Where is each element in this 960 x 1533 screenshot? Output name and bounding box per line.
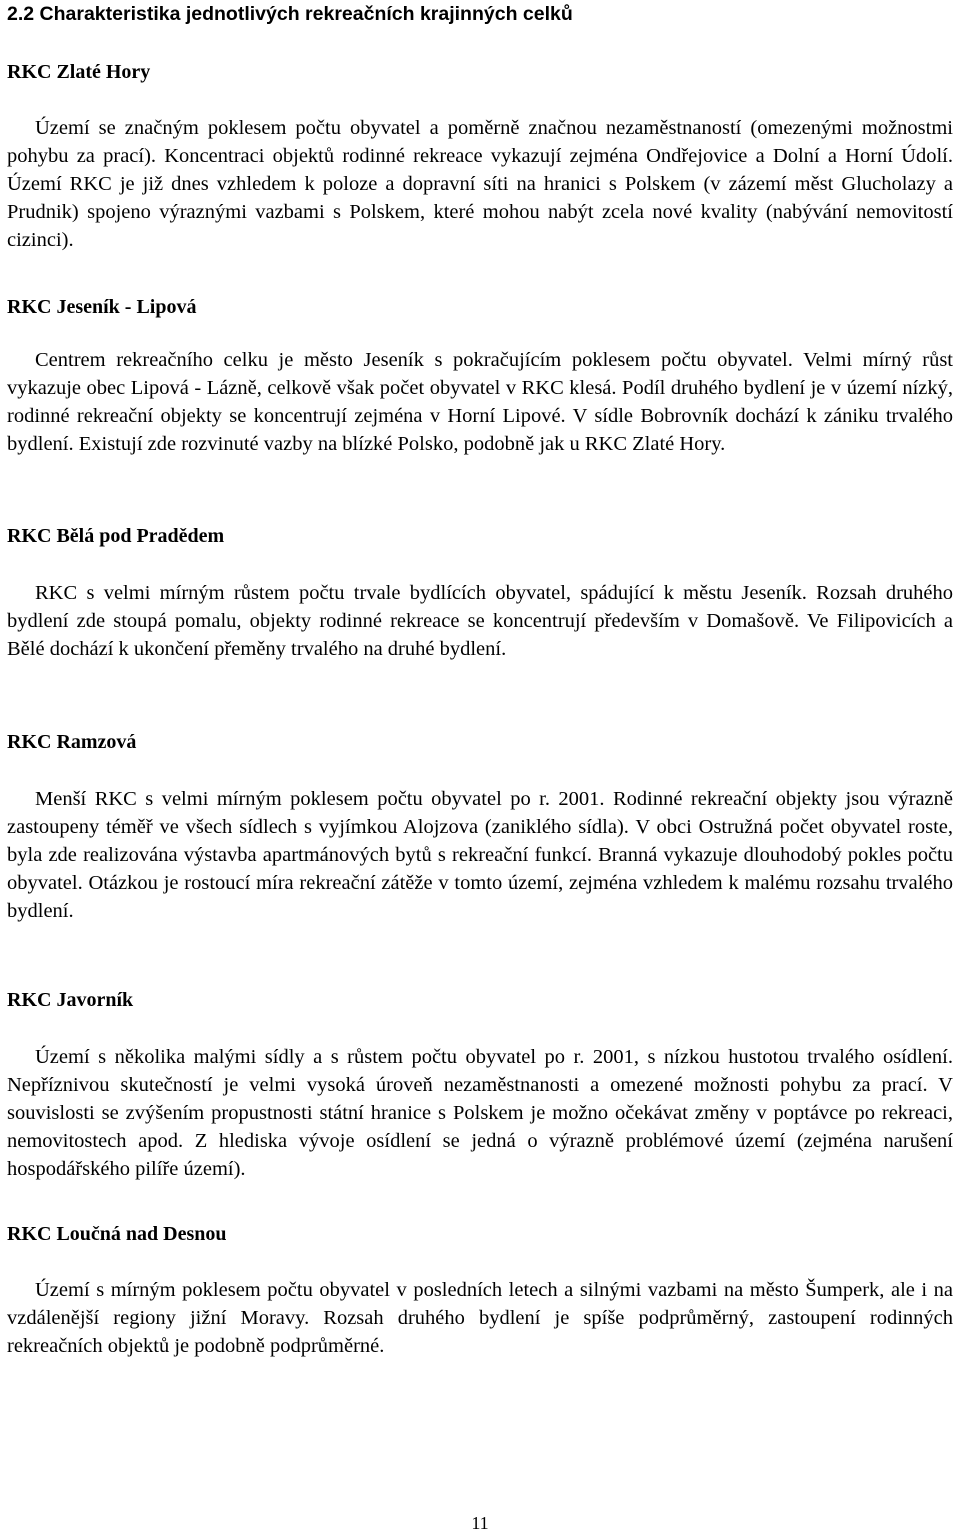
subsection-heading-ramzova: RKC Ramzová [7, 731, 137, 753]
paragraph-ramzova: Menší RKC s velmi mírným poklesem počtu obyvatel po r. 2001. Rodinné rekreační objekty jsou výrazně zastoupeny téměř ve všech sídlech s vyjímkou Alojzova (zaniklého sídla). V obci Ostružná počet obyvatel roste, byla zde realizována výstavba apartmánových bytů s rekreační funkcí. Branná vykazuje dlouhodobý pokles počtu obyvatel. Otázkou je rostoucí míra rekreační zátěže v tomto území, zejména vzhledem k malému rozsahu trvalého bydlení. [7, 788, 953, 922]
subsection-heading-loucna-nad-desnou: RKC Loučná nad Desnou [7, 1223, 227, 1245]
subsection-heading-javornik: RKC Javorník [7, 989, 134, 1011]
paragraph-loucna-nad-desnou: Území s mírným poklesem počtu obyvatel v posledních letech a silnými vazbami na město Šumperk, ale i na vzdálenější regiony jižní Moravy. Rozsah druhého bydlení je spíše podprůměrný, zastoupení rodinných rekreačních objektů je podobně podprůměrné. [7, 1279, 953, 1357]
subsection-heading-zlate-hory: RKC Zlaté Hory [7, 61, 151, 83]
section-heading: 2.2 Charakteristika jednotlivých rekreačních krajinných celků [7, 3, 573, 25]
paragraph-zlate-hory: Území se značným poklesem počtu obyvatel a poměrně značnou nezaměstnaností (omezenými možnostmi pohybu za prací). Koncentraci objektů rodinné rekreace vykazují zejména Ondřejovice a Dolní a Horní Údolí. Území RKC je již dnes vzhledem k poloze a dopravní síti na hranici s Polskem (v zázemí měst Glucholazy a Prudnik) spojeno výraznými vazbami s Polskem, které mohou nabýt zcela nové kvality (nabývání nemovitostí cizinci). [7, 117, 953, 251]
paragraph-jesenik-lipova: Centrem rekreačního celku je město Jeseník s pokračujícím poklesem počtu obyvatel. Velmi mírný růst vykazuje obec Lipová - Lázně, celkově však počet obyvatel v RKC klesá. Podíl druhého bydlení je v území nízký, rodinné rekreační objekty se koncentrují zejména v Horní Lipové. V sídle Bobrovník dochází k zániku trvalého bydlení. Existují zde rozvinuté vazby na blízké Polsko, podobně jak u RKC Zlaté Hory. [7, 349, 953, 455]
paragraph-bela-pod-pradedem: RKC s velmi mírným růstem počtu trvale bydlících obyvatel, spádující k městu Jeseník. Rozsah druhého bydlení zde stoupá pomalu, objekty rodinné rekreace se koncentrují především v Domašově. Ve Filipovicích a Bělé dochází k ukončení přeměny trvalého na druhé bydlení. [7, 582, 953, 660]
paragraph-javornik: Území s několika malými sídly a s růstem počtu obyvatel po r. 2001, s nízkou hustotou trvalého osídlení. Nepříznivou skutečností je velmi vysoká úroveň nezaměstnanosti a omezené možnosti pohybu za prací. V souvislosti se zvýšením propustnosti státní hranice s Polskem je možno očekávat změny v poptávce po rekreaci, nemovitostech apod. Z hlediska vývoje osídlení se jedná o výrazně problémové území (zejména narušení hospodářského pilíře území). [7, 1046, 953, 1180]
page-number: 11 [471, 1513, 489, 1533]
subsection-heading-jesenik-lipova: RKC Jeseník - Lipová [7, 296, 197, 318]
subsection-heading-bela-pod-pradedem: RKC Bělá pod Pradědem [7, 525, 225, 547]
